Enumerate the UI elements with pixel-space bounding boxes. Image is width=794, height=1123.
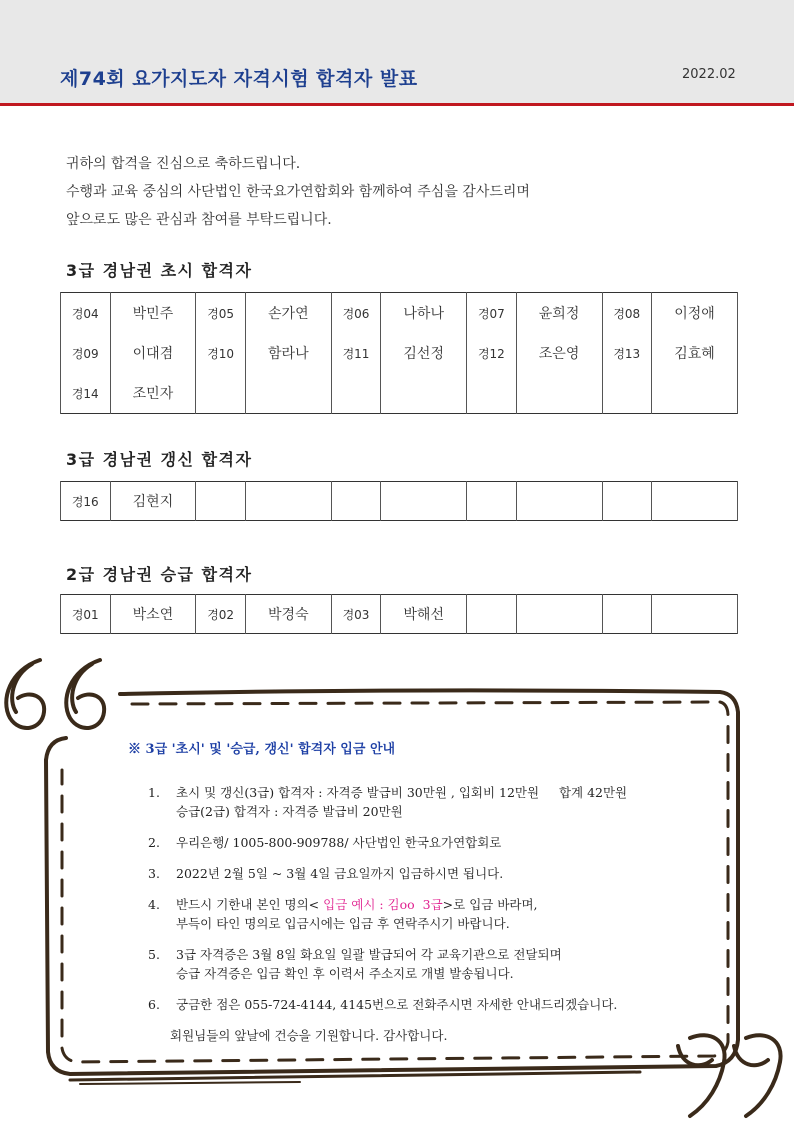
promotion-table <box>60 594 738 634</box>
notice-item-fees <box>128 783 728 821</box>
passer-name: 박소연 <box>110 595 196 634</box>
item-line: 우리은행/ 1005-800-909788/ 사단법인 한국요가연합회로 <box>176 835 502 850</box>
notice-heading: ※ 3급 '초시' 및 '승급, 갱신' 합격자 입금 안내 <box>128 742 396 757</box>
exam-number: 경04 <box>61 293 111 334</box>
page-title: 제74회 요가지도자 자격시험 합격자 발표 <box>60 68 418 90</box>
header-divider <box>0 103 794 106</box>
section-title-renewal: 3급 경남권 갱신 합격자 <box>66 450 253 469</box>
empty-cell <box>516 373 602 414</box>
exam-number: 경09 <box>61 333 111 373</box>
exam-number: 경08 <box>602 293 652 334</box>
empty-cell <box>602 482 652 521</box>
passer-name: 조은영 <box>516 333 602 373</box>
intro-line: 수행과 교육 중심의 사단법인 한국요가연합회와 함께하여 주심을 감사드리며 <box>66 184 530 200</box>
item-line: 부득이 타인 명의로 입금시에는 입금 후 연락주시기 바랍니다. <box>176 916 510 931</box>
item-text: >로 입금 바라며, <box>442 897 538 912</box>
item-line: 승급(2급) 합격자 : 자격증 발급비 20만원 <box>176 804 403 819</box>
renewal-table <box>60 481 738 521</box>
exam-number: 경05 <box>196 293 246 334</box>
notice-item-account <box>128 833 728 852</box>
item-number: 4. <box>148 897 160 912</box>
exam-number: 경01 <box>61 595 111 634</box>
intro-line: 귀하의 합격을 진심으로 축하드립니다. <box>66 156 301 172</box>
intro-text <box>66 150 530 234</box>
item-line: 궁금한 점은 055-724-4144, 4145번으로 전화주시면 자세한 안내드리겠습니다. <box>176 997 618 1012</box>
notice-item-contact <box>128 995 728 1014</box>
passer-name: 윤희정 <box>516 293 602 334</box>
empty-cell <box>652 373 738 414</box>
item-line: 3급 자격증은 3월 8일 화요일 일괄 발급되어 각 교육기관으로 전달되며 <box>176 947 562 962</box>
empty-cell <box>652 595 738 634</box>
passer-name: 나하나 <box>381 293 467 334</box>
passer-name: 이정애 <box>652 293 738 334</box>
item-number: 6. <box>148 997 160 1012</box>
notice-item-certificate <box>128 945 728 983</box>
passer-name: 이대겸 <box>110 333 196 373</box>
empty-cell <box>602 595 652 634</box>
empty-cell <box>467 373 517 414</box>
passer-name: 박해선 <box>381 595 467 634</box>
item-text: 반드시 기한내 본인 명의< <box>176 897 320 912</box>
empty-cell <box>516 595 602 634</box>
exam-number: 경02 <box>196 595 246 634</box>
empty-cell <box>467 595 517 634</box>
empty-cell <box>245 482 331 521</box>
empty-cell <box>381 482 467 521</box>
passer-name: 김선정 <box>381 333 467 373</box>
empty-cell <box>467 482 517 521</box>
exam-number: 경13 <box>602 333 652 373</box>
exam-number: 경06 <box>331 293 381 334</box>
exam-number: 경14 <box>61 373 111 414</box>
intro-line: 앞으로도 많은 관심과 참여를 부탁드립니다. <box>66 212 332 228</box>
empty-cell <box>245 373 331 414</box>
passer-name: 조민자 <box>110 373 196 414</box>
closing-message: 회원님들의 앞날에 건승을 기원합니다. 감사합니다. <box>170 1028 448 1043</box>
item-line: 초시 및 갱신(3급) 합격자 : 자격증 발급비 30만원 , 입회비 12만원 합계 42만원 <box>176 785 628 800</box>
passer-name: 김현지 <box>110 482 196 521</box>
empty-cell <box>516 482 602 521</box>
section-title-promotion: 2급 경남권 승급 합격자 <box>66 565 253 584</box>
section-title-first-pass: 3급 경남권 초시 합격자 <box>66 261 253 280</box>
open-quote-icon <box>6 660 104 728</box>
empty-cell <box>602 373 652 414</box>
payment-notice <box>128 738 728 1026</box>
item-number: 5. <box>148 947 160 962</box>
item-number: 1. <box>148 785 160 800</box>
notice-item-deadline <box>128 864 728 883</box>
passer-name: 박민주 <box>110 293 196 334</box>
deposit-example: 입금 예시 : 김oo 3급 <box>319 897 443 912</box>
exam-number: 경11 <box>331 333 381 373</box>
empty-cell <box>196 373 246 414</box>
close-quote-icon <box>678 1035 781 1116</box>
item-line <box>176 895 728 914</box>
empty-cell <box>196 482 246 521</box>
item-number: 2. <box>148 835 160 850</box>
empty-cell <box>331 482 381 521</box>
item-line: 승급 자격증은 입금 확인 후 이력서 주소지로 개별 발송됩니다. <box>176 966 514 981</box>
exam-number: 경12 <box>467 333 517 373</box>
passer-name: 함라나 <box>245 333 331 373</box>
exam-number: 경10 <box>196 333 246 373</box>
exam-number: 경16 <box>61 482 111 521</box>
issue-date: 2022.02 <box>682 67 736 82</box>
item-line: 2022년 2월 5일 ~ 3월 4일 금요일까지 입금하시면 됩니다. <box>176 866 504 881</box>
empty-cell <box>652 482 738 521</box>
passer-name: 손가연 <box>245 293 331 334</box>
empty-cell <box>381 373 467 414</box>
notice-item-depositor-name <box>128 895 728 933</box>
item-number: 3. <box>148 866 160 881</box>
exam-number: 경03 <box>331 595 381 634</box>
exam-number: 경07 <box>467 293 517 334</box>
empty-cell <box>331 373 381 414</box>
passer-name: 김효혜 <box>652 333 738 373</box>
first-pass-table <box>60 292 738 414</box>
passer-name: 박경숙 <box>245 595 331 634</box>
